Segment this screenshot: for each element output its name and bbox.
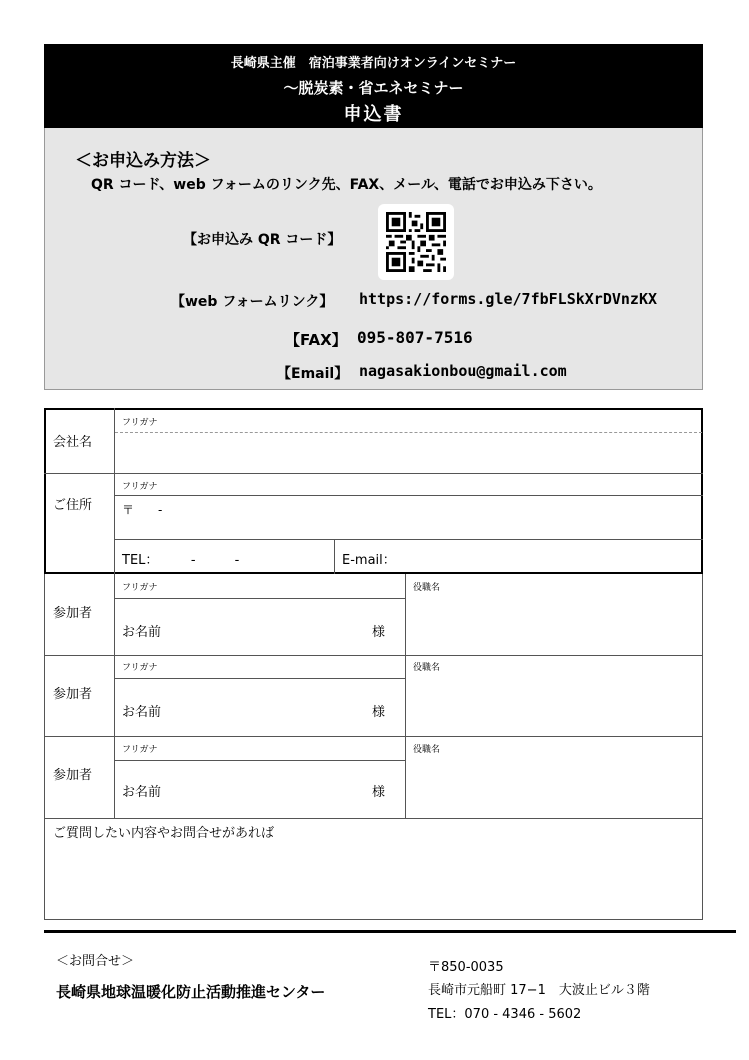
participant-1-furigana-label: フリガナ [122,583,158,593]
tel-field[interactable]: TEL： - - [122,553,240,568]
qr-code-label: 【お申込み QR コード】 [183,232,342,248]
method-description: QR コード、web フォームのリンク先、FAX、メール、電話でお申込み下さい。 [91,177,602,193]
footer-divider [44,930,736,933]
contact-tel: TEL：070 - 4346 - 5602 [428,1007,582,1022]
method-title: ＜お申込み方法＞ [75,151,211,171]
questions-field[interactable] [45,840,701,918]
organization-name: 長崎県地球温暖化防止活動推進センター [56,983,326,1001]
address-label: ご住所 [53,498,93,513]
header-seminar-title: 〜脱炭素・省エネセミナー [283,79,464,97]
fax-label: 【FAX】 [285,331,347,349]
company-label: 会社名 [53,435,93,450]
company-furigana-label: フリガナ [122,418,158,428]
participant-1-position-label: 役職名 [413,583,441,593]
participant-2-position-label: 役職名 [413,663,441,673]
header-form-title: 申込書 [343,104,404,125]
email-address[interactable]: nagasakionbou@gmail.com [359,362,567,380]
address-furigana-label: フリガナ [122,482,158,492]
participant-1-name-label: お名前 [122,625,162,640]
participant-2-honorific: 様 [372,705,386,720]
contact-title: ＜お問合せ＞ [56,954,135,969]
company-name-field[interactable] [115,434,702,472]
participant-2-label: 参加者 [53,687,93,702]
participant-3-furigana-label: フリガナ [122,745,158,755]
participant-3-position-label: 役職名 [413,745,441,755]
contact-postal-code: 〒850-0035 [428,960,504,975]
application-method-section [44,128,703,390]
application-form-table [44,408,703,920]
participant-3-name-label: お名前 [122,785,162,800]
email-label: 【Email】 [277,366,349,382]
qr-code-icon[interactable] [378,204,454,280]
email-field[interactable]: E-mail： [342,553,396,568]
contact-address: 長崎市元船町 17−1 大波止ビル３階 [428,983,650,998]
participant-1-honorific: 様 [372,625,386,640]
participant-1-label: 参加者 [53,606,93,621]
web-form-link[interactable]: https://forms.gle/7fbFLSkXrDVnzKX [359,290,658,308]
form-header [44,44,703,128]
participant-3-honorific: 様 [372,785,386,800]
questions-label: ご質問したい内容やお問合せがあれば [53,826,275,841]
postal-code-field[interactable]: 〒 - [122,503,163,517]
participant-3-label: 参加者 [53,768,93,783]
participant-2-furigana-label: フリガナ [122,663,158,673]
header-organizer-line: 長崎県主催 宿泊事業者向けオンラインセミナー [230,56,517,71]
participant-2-name-label: お名前 [122,705,162,720]
fax-number: 095-807-7516 [357,328,473,347]
web-form-label: 【web フォームリンク】 [171,294,334,310]
